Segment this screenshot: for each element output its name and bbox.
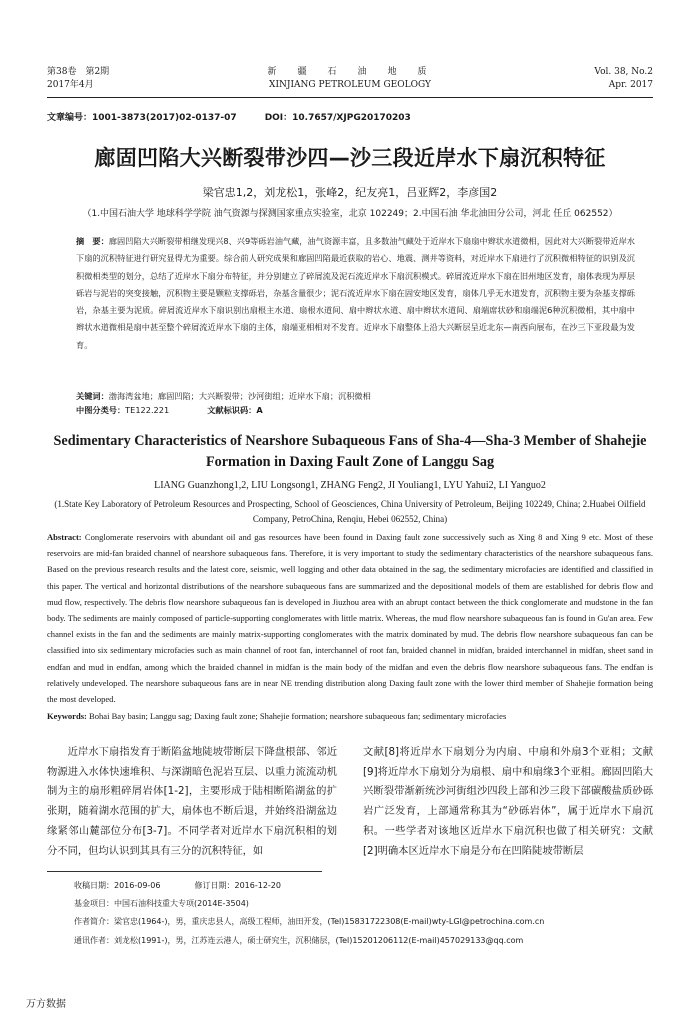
doi: DOI：10.7657/XJPG20170203: [264, 113, 411, 123]
article-meta: [47, 110, 411, 123]
keywords-en: [47, 711, 653, 721]
abstract-en-text: Conglomerate reservoirs with abundant oil and gas resources have been found in Daxing fault zone successively such as Xing 8 and Xing 9 etc. Most of these reservoirs are mid-fan braided channel of nearshore subaqueous fans. Therefore, it is very important to study the sedimentary characteristics of the nearshore subaqueous fans. Based on the previous research results and the latest core, seismic, well logging and other data obtained in the sag, the sedimentary microfacies are identified and classified in this paper. The vertical and horizontal distributions of the nearshore subaqueous fans are summarized and the depositional models of them are established for debris flow and mud flow, respectively. The debris flow nearshore subaqueous fan is developed in Jiuzhou area with an abrupt contact between the thick conglomerate and mudstone in the fan body. The sediments are mainly composed of particle-supporting conglomerates with little matrix. Whereas, the mud flow nearshore subaqueous fan is found in Gu'an area. Few channel exists in the fan and the sediments are mainly matrix-supporting conglomerates with the matrix dominated by mud. The debris flow nearshore subaqueous fan can be classified into six sedimentary microfacies such as main channel of root fan, interchannel of root fan, braided channel in midfan, braided interchannel in midfan, sheet sand in endfan and mud in endfan, among which the braided channel in midfan is the main body of the midfan and even the debris flow nearshore subaqueous fans. The endfan is relatively undeveloped. The nearshore subaqueous fans are in near NE trending distribution along Daxing fault zone with the lower third member of Shahejie formation being the most developed.: [47, 532, 653, 705]
header-rule: [47, 97, 653, 98]
title-en: Sedimentary Characteristics of Nearshore Subaqueous Fans of Sha-4—Sha-3 Member of Shahejie Formation in Daxing Fault Zone of Langgu Sag: [53, 433, 647, 470]
title-cn: 廊固凹陷大兴断裂带沙四—沙三段近岸水下扇沉积特征: [94, 146, 606, 170]
dates-line: [74, 877, 544, 895]
corresponding-author: 通讯作者：刘龙松(1991-)，男，江苏连云港人，硕士研究生，沉积储层，(Tel)15201206112(E-mail)457029133@qq.com: [74, 935, 524, 945]
author-bio: 作者简介：梁官忠(1964-)，男，重庆忠县人，高级工程师，油田开发，(Tel)15831722308(E-mail)wty-LGI@petrochina.com.cn: [74, 917, 545, 927]
abstract-en: [47, 529, 653, 707]
doc-code: A: [256, 405, 263, 415]
volume-issue-en: Vol. 38, No.2: [594, 67, 653, 77]
abstract-en-label: Abstract:: [47, 532, 82, 542]
publish-date-en: Apr. 2017: [608, 80, 653, 90]
authors-en: LIANG Guanzhong1,2, LIU Longsong1, ZHANG Feng2, JI Youliang1, LYU Yahui2, LI Yanguo2: [154, 480, 546, 491]
clc-label: 中图分类号：: [76, 405, 126, 415]
fund-line: 基金项目：中国石油科技重大专项(2014E-3504): [74, 899, 249, 909]
keywords-cn-label: 关键词：: [76, 391, 109, 401]
volume-issue: 第38卷 第2期: [47, 67, 110, 77]
article-number: 文章编号：1001-3873(2017)02-0137-07: [47, 113, 237, 123]
footnotes: [74, 877, 544, 950]
revised-date: 修订日期：2016-12-20: [194, 881, 281, 890]
body-column-left: 近岸水下扇指发育于断陷盆地陡坡带断层下降盘根部、邻近物源进入水体快速堆积、与深湖暗色泥岩互层、以重力流流动机制为主的扇形粗碎屑岩体[1-2]，主要形成于陆相断陷湖盆的扩张期，随着湖水范围的扩大，扇体也不断后退，并始终沿湖盆边缘紧邻山麓部位分布[3-7]。不同学者对近岸水下扇沉积相的划分不同，但均认识到其具有三分的沉积特征，如: [47, 746, 337, 857]
affiliation-cn: （1.中国石油大学 地球科学学院 油气资源与探测国家重点实验室，北京 102249；2.中国石油 华北油田分公司，河北 任丘 062552）: [82, 209, 618, 219]
received-date: 收稿日期：2016-09-06: [74, 881, 161, 890]
classification-cn: [76, 405, 263, 416]
volume-info-en: [594, 66, 653, 92]
running-header: [47, 66, 653, 96]
keywords-en-label: Keywords:: [47, 711, 87, 721]
keywords-cn-text: 渤海湾盆地；廊固凹陷；大兴断裂带；沙河街组；近岸水下扇；沉积微相: [108, 391, 371, 401]
body-column-right: 文献[8]将近岸水下扇划分为内扇、中扇和外扇3个亚相；文献[9]将近岸水下扇划分为扇根、扇中和扇缘3个亚相。廊固凹陷大兴断裂带渐新统沙河街组沙四段上部和沙三段下部碳酸盐质砂砾岩广泛发育，上部通常称其为“砂砾岩体”，属于近岸水下扇沉积。一些学者对该地区近岸水下扇沉积也做了相关研究：文献[2]明确本区近岸水下扇是分布在凹陷陡坡带断层: [363, 746, 653, 857]
wanfang-watermark: 万方数据: [26, 999, 66, 1010]
journal-name-en: XINJIANG PETROLEUM GEOLOGY: [269, 80, 431, 90]
clc-code: TE122.221: [125, 405, 170, 415]
publish-date: 2017年4月: [47, 80, 94, 90]
authors-cn: 梁官忠1,2，刘龙松1，张峰2，纪友亮1，吕亚辉2，李彦国2: [202, 186, 498, 199]
keywords-en-text: Bohai Bay basin; Langgu sag; Daxing fault zone; Shahejie formation; nearshore subaqueous fan; sedimentary microfacies: [89, 711, 507, 721]
footnote-rule: [47, 871, 322, 872]
journal-name-cn: 新 疆 石 油 地 质: [267, 67, 433, 77]
abstract-cn-text: 廊固凹陷大兴断裂带相继发现兴8、兴9等砾岩油气藏，油气资源丰富，且多数油气藏处于近岸水下扇扇中辫状水道微相，因此对大兴断裂带近岸水下扇的沉积特征进行研究显得尤为重要。综合前人研究成果和廊固凹陷最近获取的岩心、地震、测井等资料，对近岸水下扇进行了沉积微相特征的识别及沉积微相类型的划分，总结了近岸水下扇分布特征，并分别建立了碎屑流及泥石流近岸水下扇沉积模式。碎屑流近岸水下扇在旧州地区发育，扇体表现为厚层砾岩与泥岩的突变接触，沉积物主要是颗粒支撑砾岩，杂基含量很少；泥石流近岸水下扇在固安地区发育，扇体几乎无水道发育，沉积物主要为杂基支撑砾岩，杂基主要为泥质。碎屑流近岸水下扇识别出扇根主水道、扇根水道间、扇中辫状水道、扇中辫状水道间、扇端席状砂和扇端泥6种沉积微相，其中扇中辫状水道微相是扇中甚至整个碎屑流近岸水下扇的主体，扇端亚相相对不发育。近岸水下扇整体上沿大兴断层呈近北东—南西向展布，在沙三下亚段最为发育。: [76, 236, 635, 350]
keywords-cn: [76, 389, 635, 404]
journal-name: [47, 66, 653, 92]
affiliation-en: (1.State Key Laboratory of Petroleum Resources and Prospecting, School of Geosciences, China University of Petroleum, Beijing 102249, China; 2.Huabei Oilfield Company, PetroChina, Renqiu, Hebei 062552, China): [54, 499, 646, 524]
abstract-cn: [76, 233, 635, 354]
abstract-cn-label: 摘 要：: [76, 236, 109, 246]
doc-code-label: 文献标识码：: [207, 405, 257, 415]
